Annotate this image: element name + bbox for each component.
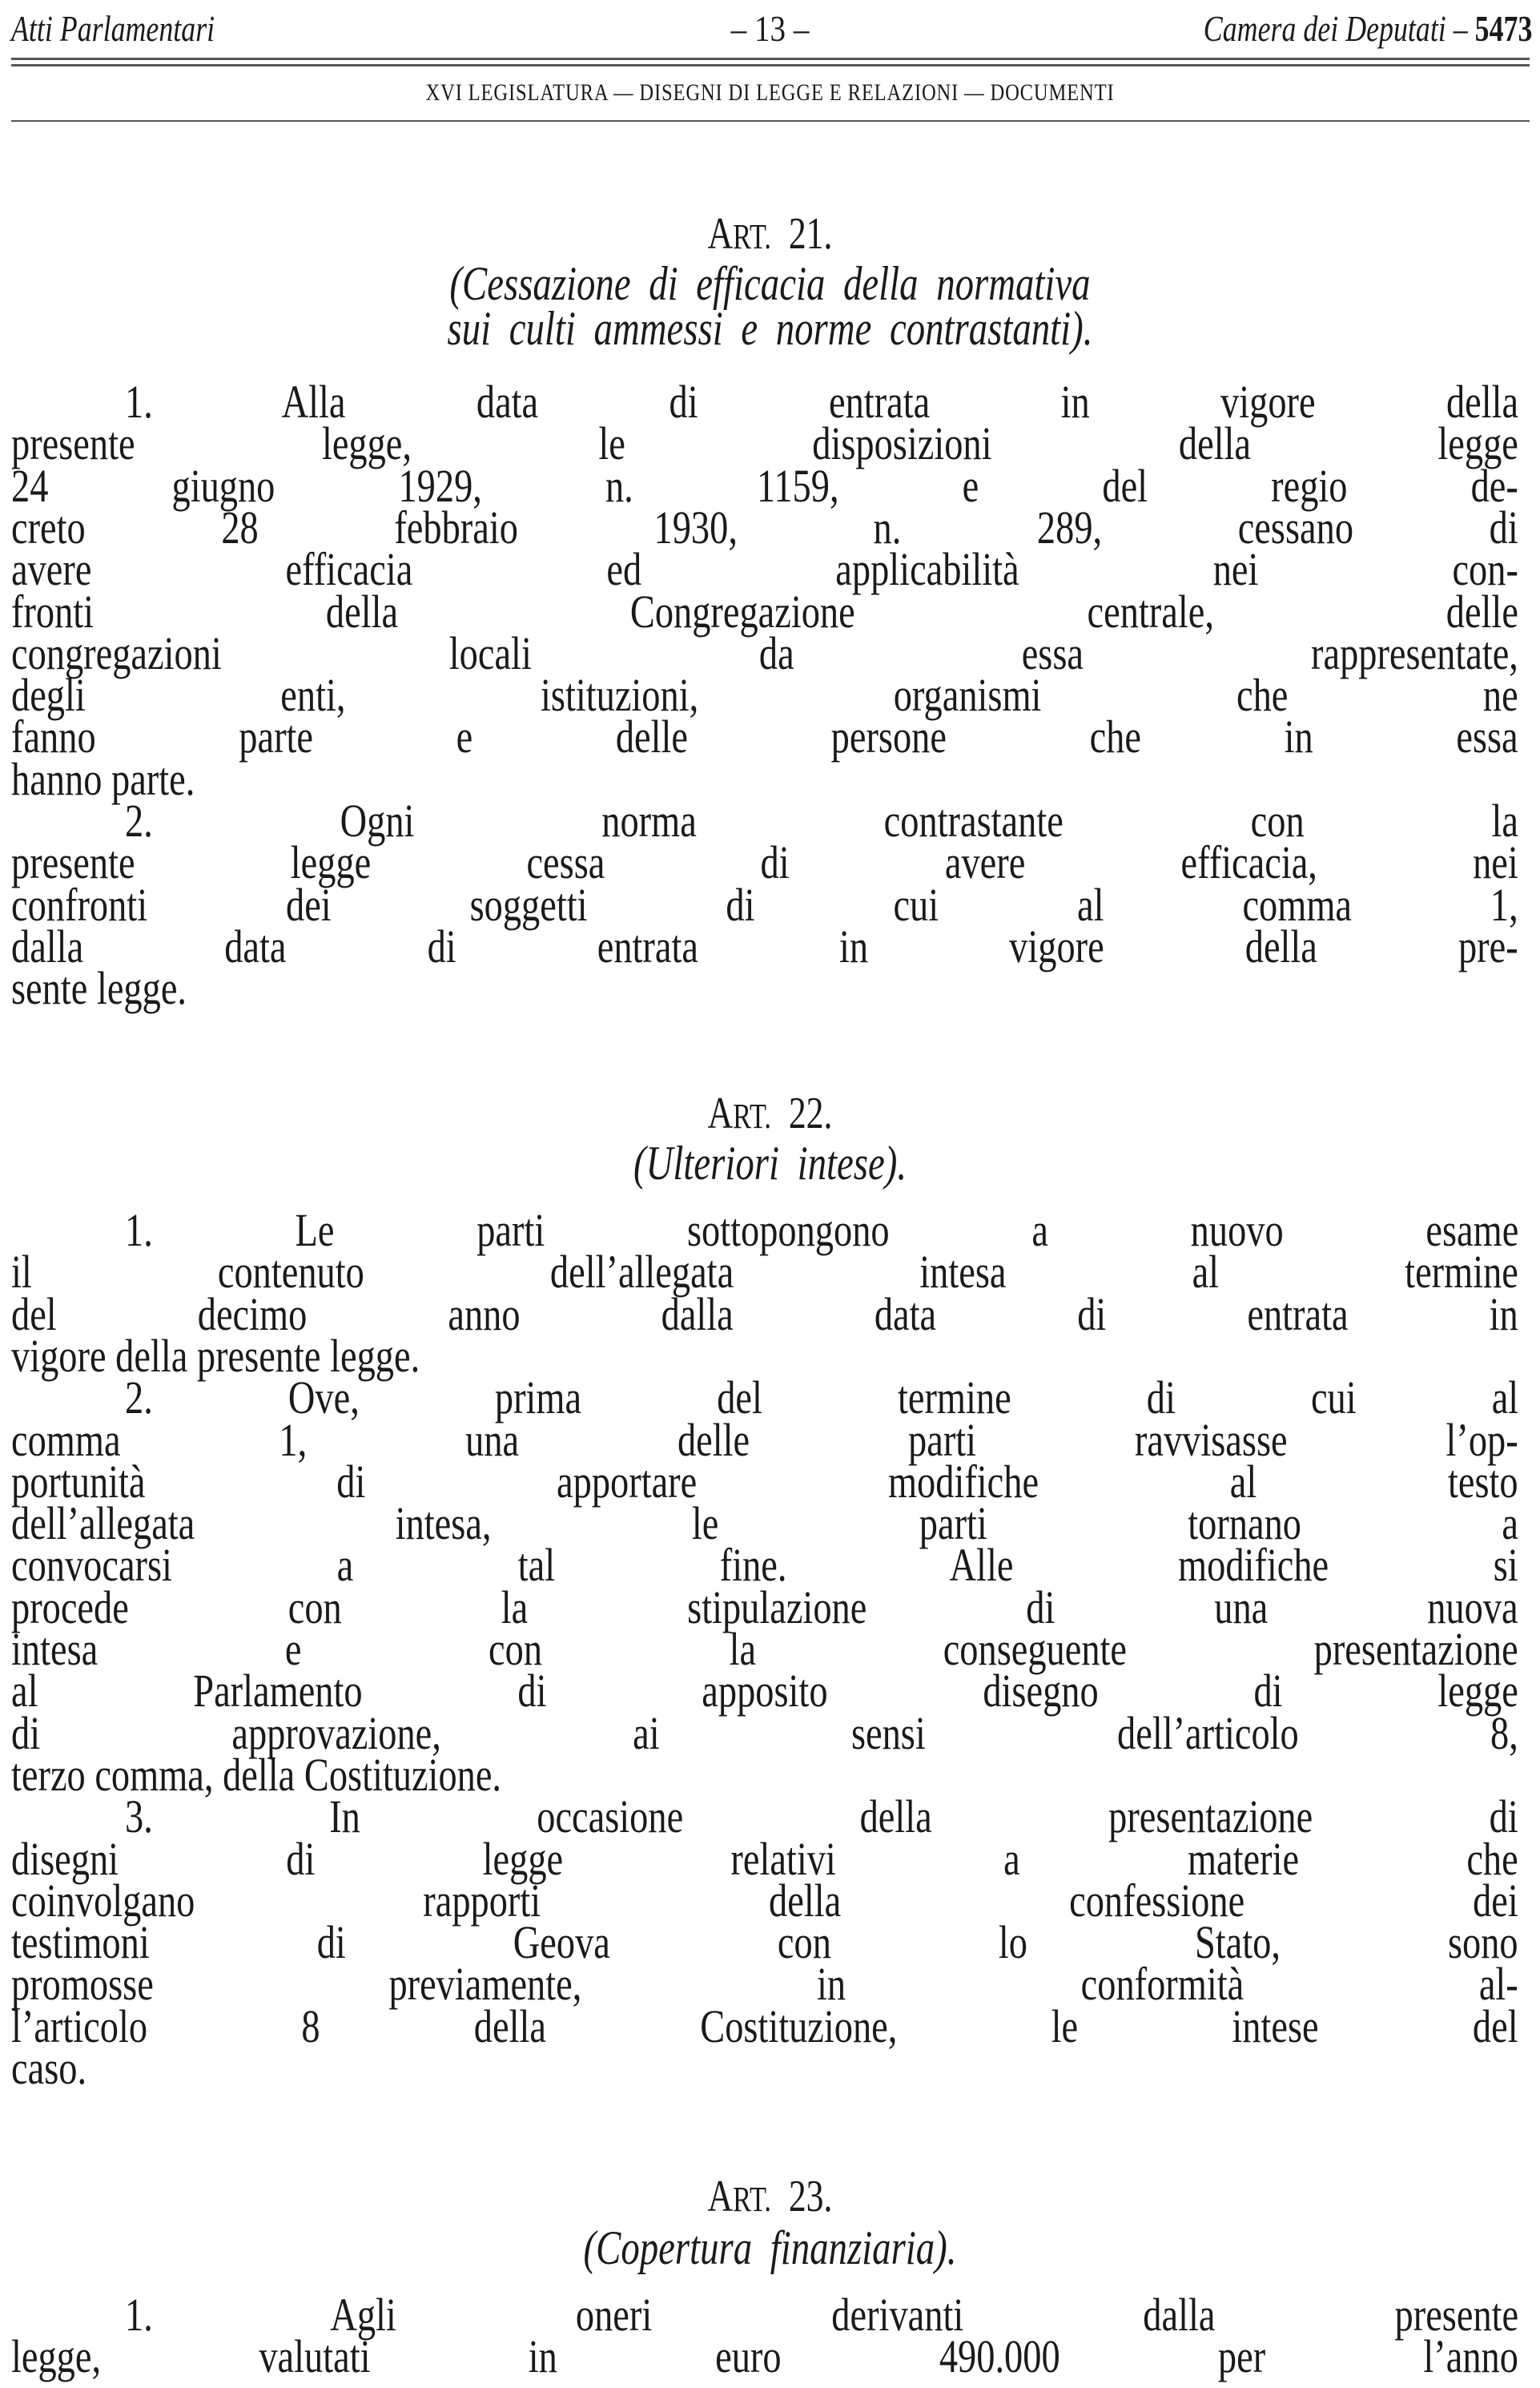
body-line-text: sente legge. (11, 962, 187, 1015)
body-line-text: legge, valutati in euro 490.000 per l’anno (11, 2330, 1518, 2383)
body-line (11, 920, 1518, 973)
article-title-line: (Copertura finanziaria). (583, 2221, 957, 2274)
body-line-text: 1. Alla data di entrata in vigore della (125, 376, 1519, 428)
article-heading-number: 21. (788, 209, 833, 259)
body-line-text: portunità di apportare modifiche al testo (11, 1455, 1518, 1508)
article-title-line: sui culti ammessi e norme contrastanti). (447, 302, 1093, 355)
body-line-text: creto 28 febbraio 1930, n. 289, cessano di (11, 501, 1518, 554)
article-heading (170, 1089, 1371, 1141)
body-line-text: 1. Le parti sottopongono a nuovo esame (125, 1204, 1519, 1256)
header-right (1203, 5, 1532, 53)
header-left-title: Atti Parlamentari (11, 8, 215, 49)
article-heading-smallcaps: RT. (733, 2180, 771, 2219)
body-line-text: hanno parte. (11, 752, 195, 805)
body-line-text: l’articolo 8 della Costituzione, le intese del (11, 1999, 1518, 2052)
body-line-text: intesa e con la conseguente presentazione (11, 1623, 1518, 1675)
body-line (11, 1999, 1518, 2052)
body-line-text: 24 giugno 1929, n. 1159, e del regio de- (11, 459, 1518, 512)
subheader: XVI LEGISLATURA — DISEGNI DI LEGGE E RELAZIONI — DOCUMENTI (425, 79, 1115, 106)
article-heading-smallcaps: RT. (733, 1097, 771, 1136)
body-line (11, 962, 1518, 1015)
body-line-text: convocarsi a tal fine. Alle modifiche si (11, 1539, 1518, 1592)
article-heading-number: 22. (788, 1089, 833, 1138)
body-line-text: 2. Ove, prima del termine di cui al (125, 1371, 1519, 1424)
body-line-text: dell’allegata intesa, le parti tornano a (11, 1497, 1518, 1550)
body-line-text: disegni di legge relativi a materie che (11, 1832, 1518, 1885)
subheader-rule (11, 120, 1530, 122)
body-line (11, 711, 1518, 763)
body-line-text: il contenuto dell’allegata intesa al termine (11, 1246, 1518, 1299)
body-line-text: testimoni di Geova con lo Stato, sono (11, 1916, 1518, 1969)
article-heading-prefix: A (707, 1089, 734, 1138)
body-line-text: coinvolgano rapporti della confessione dei (11, 1874, 1518, 1927)
body-line-text: presente legge, le disposizioni della legge (11, 417, 1518, 470)
body-line-text: 1. Agli oneri derivanti dalla presente (125, 2289, 1519, 2341)
body-line-text: di approvazione, ai sensi dell’articolo 8, (11, 1706, 1518, 1759)
body-line-text: comma 1, una delle parti ravvisasse l’op- (11, 1413, 1518, 1466)
body-line-text: promosse previamente, in conformità al- (11, 1958, 1518, 2011)
body-line-text: fronti della Congregazione centrale, delle (11, 585, 1518, 638)
document-number: 5473 (1474, 8, 1532, 49)
body-line-text: procede con la stipulazione di una nuova (11, 1581, 1518, 1633)
header-rule-bottom (11, 64, 1530, 66)
article-heading (170, 2173, 1371, 2224)
article-heading (170, 210, 1371, 261)
body-line-text: confronti dei soggetti di cui al comma 1, (11, 878, 1518, 931)
body-line-text: presente legge cessa di avere efficacia, nei (11, 836, 1518, 889)
page-number: – 13 – (730, 8, 810, 49)
body-line-text: del decimo anno dalla data di entrata in (11, 1287, 1518, 1340)
body-line-text: dalla data di entrata in vigore della pre- (11, 920, 1518, 973)
article-heading-smallcaps: RT. (733, 217, 771, 256)
header-right-title: Camera dei Deputati – (1203, 8, 1468, 49)
body-line (11, 2330, 1518, 2383)
body-line-text: vigore della presente legge. (11, 1329, 420, 1382)
body-line-text: 2. Ogni norma contrastante con la (125, 795, 1518, 847)
body-line-text: caso. (11, 2042, 87, 2094)
header-rule-top (11, 58, 1530, 60)
article-heading-prefix: A (707, 2172, 734, 2221)
body-line-text: 3. In occasione della presentazione di (125, 1790, 1518, 1843)
article-title-line: (Cessazione di efficacia della normativa (449, 257, 1091, 310)
body-line (11, 2042, 1518, 2094)
body-line-text: avere efficacia ed applicabilità nei con- (11, 543, 1518, 596)
article-heading-prefix: A (707, 209, 734, 259)
body-line-text: congregazioni locali da essa rappresentate, (11, 626, 1518, 679)
body-line-text: degli enti, istituzioni, organismi che ne (11, 669, 1518, 722)
body-line-text: terzo comma, della Costituzione. (11, 1748, 502, 1801)
body-line-text: al Parlamento di apposito disegno di legge (11, 1665, 1518, 1718)
article-heading-number: 23. (788, 2172, 833, 2221)
article-title-line: (Ulteriori intese). (633, 1137, 907, 1190)
body-line-text: fanno parte e delle persone che in essa (11, 711, 1518, 763)
